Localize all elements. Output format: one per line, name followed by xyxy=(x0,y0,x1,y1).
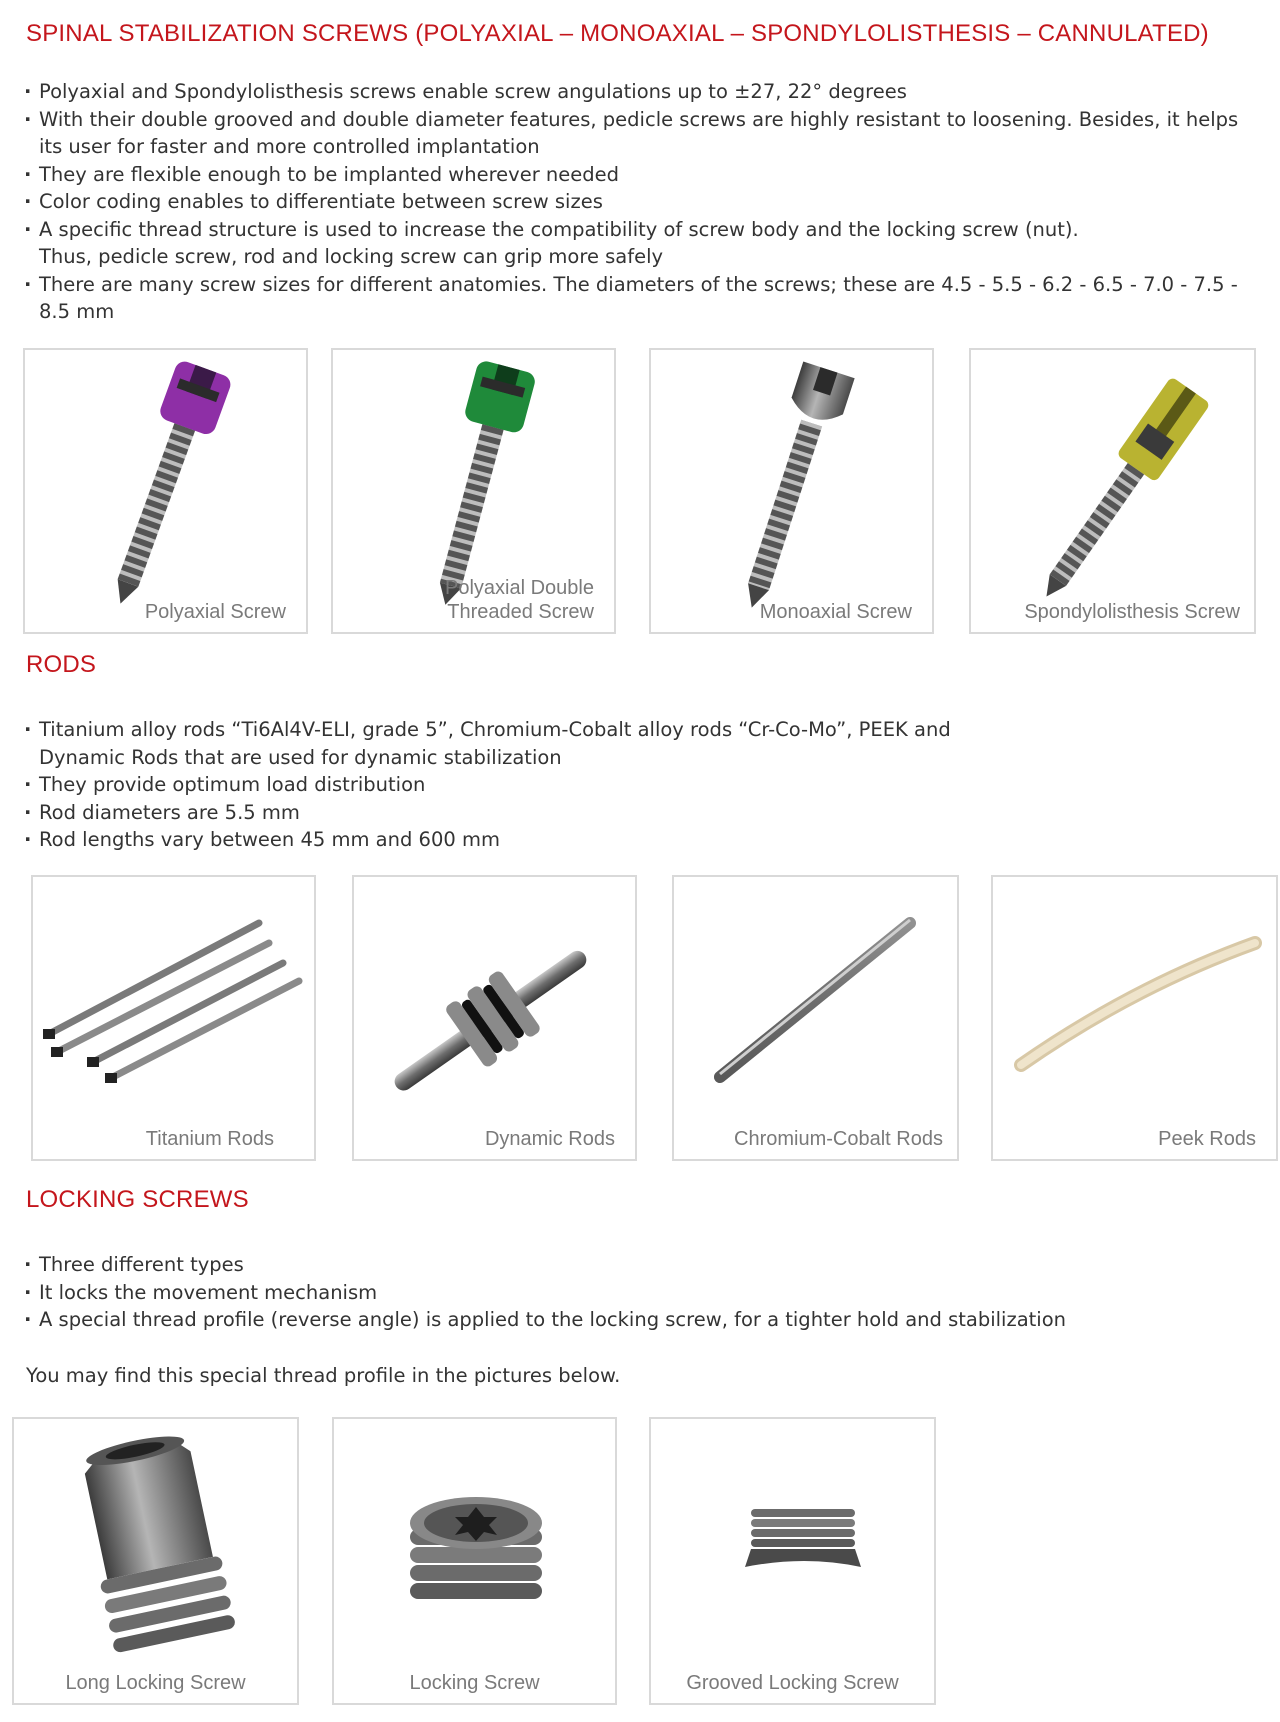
product-card-long-locking-screw xyxy=(12,1417,299,1705)
product-caption: Locking Screw xyxy=(409,1672,540,1694)
product-card-monoaxial-screw xyxy=(649,348,934,634)
bullet-item: · Rod diameters are 5.5 mm xyxy=(24,799,1024,827)
product-caption: Spondylolisthesis Screw xyxy=(1024,601,1240,623)
product-caption: Monoaxial Screw xyxy=(759,601,912,623)
product-caption xyxy=(445,576,594,624)
section-heading-rods: RODS xyxy=(26,651,97,678)
product-card-spondylolisthesis-screw xyxy=(969,348,1256,634)
product-card-grooved-locking-screw xyxy=(649,1417,936,1705)
product-card-chromium-cobalt-rods xyxy=(672,875,959,1161)
bullet-item: · There are many screw sizes for different anatomies. The diameters of the screws; these are 4.5 - 5.5 - 6.2 - 6.5 - 7.0 - 7.5 - 8.5 mm xyxy=(24,271,1256,326)
bullet-item: · Titanium alloy rods “Ti6Al4V-ELI, grade 5”, Chromium-Cobalt alloy rods “Cr-Co-Mo”, PEEK and Dynamic Rods that are used for dynamic stabilization xyxy=(24,716,1024,771)
product-caption: Polyaxial Screw xyxy=(144,601,286,623)
caption-line: Threaded Screw xyxy=(447,601,594,623)
section-heading-locking-screws: LOCKING SCREWS xyxy=(26,1186,249,1213)
long-locking-screw-image xyxy=(14,1419,299,1705)
grooved-locking-screw-image xyxy=(651,1419,936,1705)
product-card-peek-rods xyxy=(991,875,1278,1161)
spondylolisthesis-screw-image xyxy=(971,350,1256,634)
dynamic-rods-image xyxy=(354,877,637,1161)
polyaxial-screw-image xyxy=(25,350,308,634)
peek-rods-image xyxy=(993,877,1278,1161)
product-card-locking-screw xyxy=(332,1417,617,1705)
caption-line: Polyaxial Double xyxy=(445,577,594,599)
bullet-item: · Rod lengths vary between 45 mm and 600 mm xyxy=(24,826,1024,854)
product-card-dynamic-rods xyxy=(352,875,637,1161)
bullet-item: · They are flexible enough to be implanted wherever needed xyxy=(24,161,1256,189)
bullet-item: · It locks the movement mechanism xyxy=(24,1279,1256,1307)
screws-bullet-list xyxy=(24,78,1256,326)
chromium-cobalt-rods-image xyxy=(674,877,959,1161)
product-caption: Chromium-Cobalt Rods xyxy=(734,1128,943,1150)
bullet-item: · A specific thread structure is used to increase the compatibility of screw body and the locking screw (nut). Thus, pedicle screw, rod and locking screw can grip more safely xyxy=(24,216,1256,271)
product-caption: Grooved Locking Screw xyxy=(686,1672,899,1694)
product-caption: Peek Rods xyxy=(1158,1128,1256,1150)
rods-bullet-list xyxy=(24,716,1024,854)
bullet-item: · With their double grooved and double diameter features, pedicle screws are highly resistant to loosening. Besides, it helps its user for faster and more controlled implantation xyxy=(24,106,1256,161)
titanium-rods-image xyxy=(33,877,316,1161)
bullet-item: · A special thread profile (reverse angle) is applied to the locking screw, for a tighter hold and stabilization xyxy=(24,1306,1256,1334)
product-card-titanium-rods xyxy=(31,875,316,1161)
product-card-polyaxial-double-threaded-screw xyxy=(331,348,616,634)
section-heading-screws: SPINAL STABILIZATION SCREWS (POLYAXIAL – MONOAXIAL – SPONDYLOLISTHESIS – CANNULATED) xyxy=(26,20,1209,47)
bullet-item: · Polyaxial and Spondylolisthesis screws enable screw angulations up to ±27, 22° degrees xyxy=(24,78,1256,106)
monoaxial-screw-image xyxy=(651,350,934,634)
locking-screw-image xyxy=(334,1419,617,1705)
product-caption: Dynamic Rods xyxy=(484,1128,615,1150)
product-caption: Long Locking Screw xyxy=(65,1672,246,1694)
bullet-item: · They provide optimum load distribution xyxy=(24,771,1024,799)
product-caption: Titanium Rods xyxy=(145,1128,274,1150)
thread-profile-note: You may find this special thread profile in the pictures below. xyxy=(26,1364,621,1387)
bullet-item: · Color coding enables to differentiate between screw sizes xyxy=(24,188,1256,216)
product-card-polyaxial-screw xyxy=(23,348,308,634)
bullet-item: · Three different types xyxy=(24,1251,1256,1279)
locking-bullet-list xyxy=(24,1251,1256,1334)
